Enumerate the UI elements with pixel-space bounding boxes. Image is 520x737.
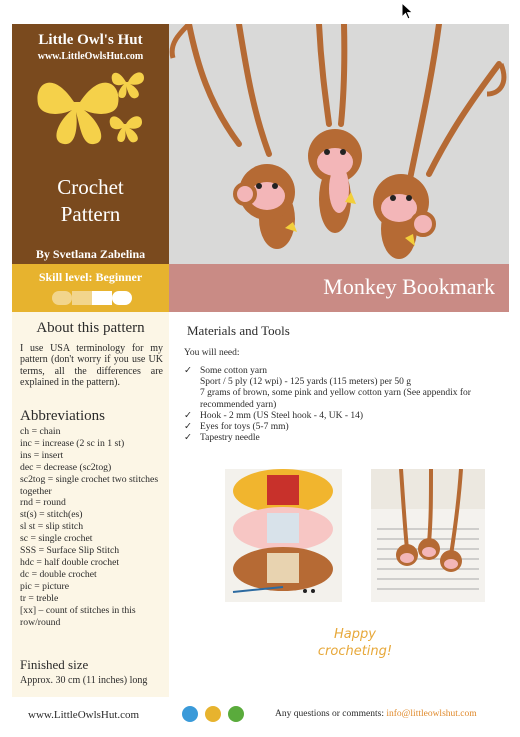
happy-crocheting-text bbox=[300, 626, 410, 660]
finished-size-text: Approx. 30 cm (11 inches) long bbox=[20, 675, 148, 686]
pattern-type-line2: Pattern bbox=[60, 202, 121, 226]
abbreviation-item: SSS = Surface Slip Stitch bbox=[20, 545, 120, 557]
sidebar-panel bbox=[12, 312, 169, 697]
checkmark-icon: ✓ bbox=[184, 433, 192, 444]
material-item bbox=[184, 422, 504, 433]
abbreviation-item: dc = double crochet bbox=[20, 568, 97, 580]
abbreviation-item: pic = picture bbox=[20, 580, 70, 592]
material-item-detail: 7 grams of brown, some pink and yellow cotton yarn (See appendix for recommended yarn) bbox=[200, 388, 471, 410]
material-item-detail: Sport / 5 ply (12 wpi) - 125 yards (115 meters) per 50 g bbox=[200, 377, 411, 388]
material-item bbox=[184, 411, 504, 422]
bookmarks-in-book-photo bbox=[371, 469, 485, 602]
title-bar bbox=[169, 264, 509, 312]
material-item-text: Some cotton yarn bbox=[200, 366, 268, 376]
footer-url[interactable]: www.LittleOwlsHut.com bbox=[28, 709, 140, 721]
abbreviation-item: rnd = round bbox=[20, 497, 66, 509]
pattern-type-line1: Crochet bbox=[57, 175, 124, 199]
pattern-title: Monkey Bookmark bbox=[323, 274, 495, 299]
abbreviation-item: st(s) = stitch(es) bbox=[20, 509, 83, 521]
checkmark-icon: ✓ bbox=[184, 422, 192, 433]
abbreviation-item: sc2tog = single crochet two stitches together bbox=[20, 473, 159, 497]
material-item-text: Hook - 2 mm (US Steel hook - 4, UK - 14) bbox=[200, 410, 364, 421]
happy-line1: Happy bbox=[334, 627, 376, 642]
about-heading: About this pattern bbox=[36, 320, 145, 336]
finished-size-heading: Finished size bbox=[20, 657, 89, 672]
butterflies-logo-icon bbox=[32, 64, 152, 174]
abbreviation-item: sl st = slip stitch bbox=[20, 521, 84, 533]
about-text: I use USA terminology for my pattern (don't worry if you use UK terms, all the differences are explained in the pattern). bbox=[20, 343, 163, 388]
yarn-skeins-photo bbox=[225, 469, 342, 602]
abbreviation-item: inc = increase (2 sc in 1 st) bbox=[20, 437, 125, 449]
checkmark-icon: ✓ bbox=[184, 366, 192, 376]
footer-contact-label: Any questions or comments: bbox=[275, 709, 387, 719]
skill-level-bar bbox=[12, 264, 169, 312]
brand-panel bbox=[12, 24, 169, 264]
material-item-text: Tapestry needle bbox=[200, 433, 260, 444]
footer-contact bbox=[275, 709, 477, 719]
brand-name: Little Owl's Hut bbox=[38, 32, 143, 48]
abbreviation-item: [xx] – count of stitches in this row/round bbox=[20, 604, 136, 628]
mouse-cursor-icon bbox=[401, 2, 415, 20]
happy-line2: crocheting! bbox=[317, 644, 393, 659]
skill-level-label: Skill level: Beginner bbox=[38, 270, 143, 284]
footer-email-link[interactable]: info@littleowlshut.com bbox=[386, 709, 477, 719]
abbreviation-item: dec = decrease (sc2tog) bbox=[20, 461, 112, 473]
materials-heading: Materials and Tools bbox=[187, 323, 290, 338]
abbreviation-item: ch = chain bbox=[20, 426, 61, 437]
abbreviation-item: ins = insert bbox=[20, 449, 64, 461]
author-name: By Svetlana Zabelina bbox=[35, 247, 146, 261]
materials-intro: You will need: bbox=[184, 348, 240, 358]
abbreviation-item: tr = treble bbox=[20, 592, 59, 604]
pattern-type-heading bbox=[12, 174, 169, 228]
abbreviations-list bbox=[20, 426, 165, 628]
abbreviations-heading: Abbreviations bbox=[20, 408, 105, 424]
material-item bbox=[184, 433, 504, 444]
brand-url: www.LittleOwlsHut.com bbox=[37, 51, 144, 62]
material-item bbox=[184, 366, 504, 411]
monkey-bookmarks-photo bbox=[169, 24, 509, 264]
abbreviation-item: sc = single crochet bbox=[20, 533, 93, 545]
material-item-text: Eyes for toys (5-7 mm) bbox=[200, 422, 289, 433]
footer-dots-icon bbox=[181, 705, 245, 723]
checkmark-icon: ✓ bbox=[184, 410, 192, 421]
materials-list bbox=[184, 366, 504, 444]
skill-level-indicator bbox=[52, 291, 142, 305]
abbreviation-item: hdc = half double crochet bbox=[20, 556, 120, 568]
